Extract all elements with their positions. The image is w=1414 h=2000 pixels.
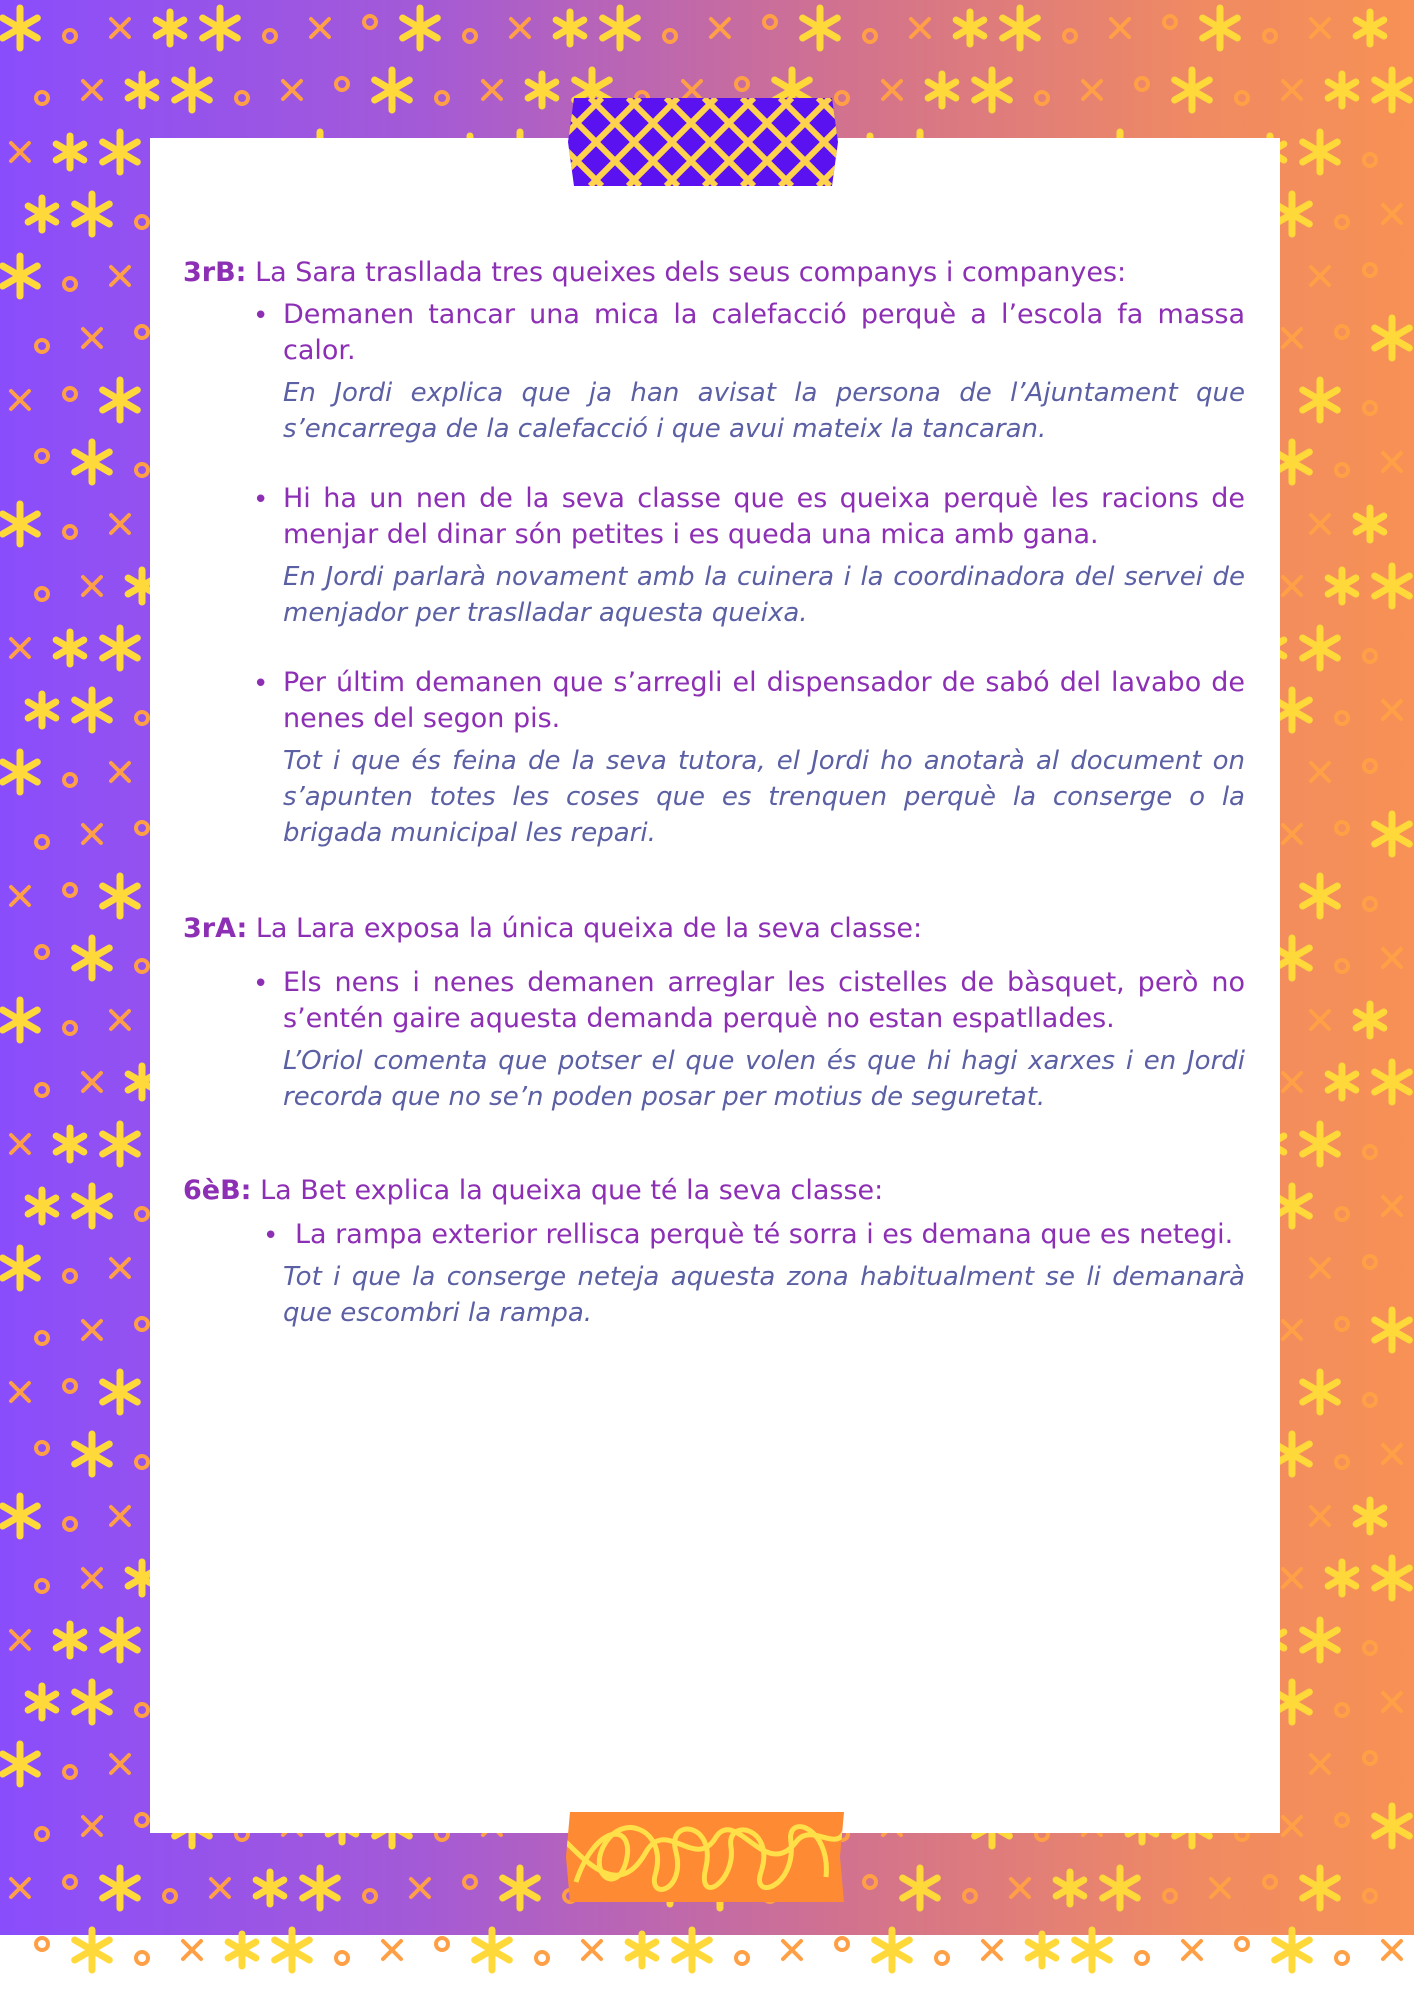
dot-icon bbox=[64, 1380, 76, 1392]
cross-icon bbox=[1283, 329, 1301, 347]
dot-icon bbox=[1236, 1938, 1248, 1950]
dot-icon bbox=[436, 92, 448, 104]
cross-icon bbox=[1011, 1879, 1029, 1897]
dot-icon bbox=[364, 16, 376, 28]
dot-icon bbox=[64, 526, 76, 538]
star-icon bbox=[228, 1934, 256, 1966]
star-icon bbox=[1328, 1562, 1356, 1594]
star-icon bbox=[928, 74, 956, 106]
dot-icon bbox=[1336, 822, 1348, 834]
cross-icon bbox=[1183, 1941, 1201, 1959]
dot-icon bbox=[36, 1828, 48, 1840]
response-text: En Jordi explica que ja han avisat la persona de l’Ajuntament que s’encarrega de la calefacció i que avui mateix la tancaran. bbox=[283, 378, 1245, 444]
cross-icon bbox=[1283, 1569, 1301, 1587]
star-icon bbox=[1375, 1310, 1410, 1350]
star-icon bbox=[403, 8, 438, 48]
cross-icon bbox=[511, 19, 529, 37]
star-icon bbox=[103, 876, 138, 916]
cross-icon bbox=[1383, 1197, 1401, 1215]
star-icon bbox=[1375, 70, 1410, 110]
star-icon bbox=[1275, 1930, 1310, 1970]
star-icon bbox=[1328, 1066, 1356, 1098]
dot-icon bbox=[1336, 464, 1348, 476]
cross-icon bbox=[783, 1941, 801, 1959]
star-icon bbox=[1356, 1500, 1384, 1532]
cross-icon bbox=[111, 267, 129, 285]
star-icon bbox=[1056, 1872, 1084, 1904]
star-icon bbox=[675, 1930, 710, 1970]
dot-icon bbox=[1364, 760, 1376, 772]
dot-icon bbox=[1364, 264, 1376, 276]
dot-icon bbox=[1336, 1704, 1348, 1716]
star-icon bbox=[1303, 628, 1338, 668]
star-icon bbox=[1075, 1930, 1110, 1970]
cross-icon bbox=[11, 1383, 29, 1401]
star-icon bbox=[1375, 814, 1410, 854]
class-tag: 3rB: bbox=[183, 257, 247, 288]
cross-icon bbox=[83, 825, 101, 843]
star-icon bbox=[503, 1868, 538, 1908]
cross-icon bbox=[711, 19, 729, 37]
dot-icon bbox=[36, 1442, 48, 1454]
star-icon bbox=[75, 938, 110, 978]
dot-icon bbox=[64, 1022, 76, 1034]
bullet-icon: • bbox=[253, 669, 269, 699]
star-icon bbox=[56, 136, 84, 168]
dot-icon bbox=[1264, 30, 1276, 42]
star-icon bbox=[1356, 1004, 1384, 1036]
star-icon bbox=[156, 12, 184, 44]
star-icon bbox=[3, 504, 38, 544]
dot-icon bbox=[1336, 960, 1348, 972]
star-icon bbox=[1003, 8, 1038, 48]
star-icon bbox=[275, 1930, 310, 1970]
cross-icon bbox=[411, 1879, 429, 1897]
dot-icon bbox=[664, 30, 676, 42]
dot-icon bbox=[64, 30, 76, 42]
star-icon bbox=[956, 12, 984, 44]
dot-icon bbox=[1236, 92, 1248, 104]
dot-icon bbox=[36, 450, 48, 462]
cross-icon bbox=[83, 1569, 101, 1587]
cross-icon bbox=[211, 1879, 229, 1897]
cross-icon bbox=[1383, 1693, 1401, 1711]
star-icon bbox=[3, 752, 38, 792]
dot-icon bbox=[1364, 898, 1376, 910]
cross-icon bbox=[1383, 453, 1401, 471]
list-item bbox=[263, 1217, 1245, 1331]
cross-icon bbox=[1311, 1259, 1329, 1277]
cross-icon bbox=[1311, 515, 1329, 533]
star-icon bbox=[128, 74, 156, 106]
star-icon bbox=[103, 1372, 138, 1412]
class-tag: 6èB: bbox=[183, 1175, 252, 1206]
star-icon bbox=[75, 690, 110, 730]
star-icon bbox=[103, 380, 138, 420]
star-icon bbox=[1375, 1558, 1410, 1598]
cross-icon bbox=[1083, 81, 1101, 99]
dot-icon bbox=[1364, 1146, 1376, 1158]
response-text: Tot i que la conserge neteja aquesta zona habitualment se li demanarà que escombri la rampa. bbox=[283, 1262, 1245, 1328]
star-icon bbox=[75, 1186, 110, 1226]
star-icon bbox=[1328, 74, 1356, 106]
cross-icon bbox=[283, 81, 301, 99]
cross-icon bbox=[1311, 19, 1329, 37]
cross-icon bbox=[1283, 81, 1301, 99]
dot-icon bbox=[264, 30, 276, 42]
cross-icon bbox=[1383, 1445, 1401, 1463]
dot-icon bbox=[1136, 1952, 1148, 1964]
star-icon bbox=[3, 1496, 38, 1536]
star-icon bbox=[3, 1744, 38, 1784]
star-icon bbox=[1103, 1868, 1138, 1908]
section-3rb bbox=[183, 255, 1245, 851]
cross-icon bbox=[11, 639, 29, 657]
dot-icon bbox=[1036, 92, 1048, 104]
star-icon bbox=[1028, 1934, 1056, 1966]
star-icon bbox=[256, 1872, 284, 1904]
cross-icon bbox=[383, 1941, 401, 1959]
cross-icon bbox=[11, 1135, 29, 1153]
section-intro: La Lara exposa la única queixa de la seva classe: bbox=[247, 913, 923, 944]
cross-icon bbox=[11, 887, 29, 905]
dot-icon bbox=[36, 340, 48, 352]
cross-icon bbox=[111, 763, 129, 781]
section-6eb bbox=[183, 1173, 1245, 1331]
dot-icon bbox=[464, 30, 476, 42]
dot-icon bbox=[864, 30, 876, 42]
cross-icon bbox=[1311, 1507, 1329, 1525]
dot-icon bbox=[1264, 1876, 1276, 1888]
dot-icon bbox=[64, 388, 76, 400]
star-icon bbox=[103, 1868, 138, 1908]
cross-icon bbox=[83, 1073, 101, 1091]
bullet-icon: • bbox=[253, 969, 269, 999]
dot-icon bbox=[1364, 1642, 1376, 1654]
cross-icon bbox=[11, 1879, 29, 1897]
star-icon bbox=[75, 442, 110, 482]
dot-icon bbox=[1336, 712, 1348, 724]
star-icon bbox=[103, 1620, 138, 1660]
dot-icon bbox=[336, 1952, 348, 1964]
section-intro: La Bet explica la queixa que té la seva classe: bbox=[251, 1175, 884, 1206]
dot-icon bbox=[64, 1270, 76, 1282]
bullet-icon: • bbox=[253, 301, 269, 331]
star-icon bbox=[1328, 570, 1356, 602]
dot-icon bbox=[64, 1518, 76, 1530]
section-heading bbox=[183, 911, 1245, 947]
star-icon bbox=[75, 1434, 110, 1474]
star-icon bbox=[1175, 70, 1210, 110]
list-item bbox=[253, 481, 1245, 631]
list-item bbox=[253, 665, 1245, 851]
dot-icon bbox=[964, 1890, 976, 1902]
cross-icon bbox=[111, 1507, 129, 1525]
dot-icon bbox=[36, 1084, 48, 1096]
washi-tape-top bbox=[566, 98, 840, 186]
complaints-list bbox=[183, 255, 1245, 1331]
dot-icon bbox=[1336, 216, 1348, 228]
star-icon bbox=[803, 8, 838, 48]
dot-icon bbox=[1336, 1456, 1348, 1468]
dot-icon bbox=[1336, 1814, 1348, 1826]
dot-icon bbox=[1364, 1890, 1376, 1902]
star-icon bbox=[56, 632, 84, 664]
star-icon bbox=[3, 8, 38, 48]
cross-icon bbox=[911, 19, 929, 37]
star-icon bbox=[28, 198, 56, 230]
star-icon bbox=[103, 1124, 138, 1164]
star-icon bbox=[1375, 566, 1410, 606]
star-icon bbox=[1303, 1868, 1338, 1908]
dot-icon bbox=[936, 1952, 948, 1964]
response-text: En Jordi parlarà novament amb la cuinera i la coordinadora del servei de menjador per traslladar aquesta queixa. bbox=[283, 562, 1245, 628]
star-icon bbox=[75, 1682, 110, 1722]
star-icon bbox=[303, 1868, 338, 1908]
complaint-text: Hi ha un nen de la seva classe que es queixa perquè les racions de menjar del dinar són petites i es queda una mica amb gana. bbox=[283, 483, 1245, 550]
cross-icon bbox=[1383, 205, 1401, 223]
cross-icon bbox=[111, 1011, 129, 1029]
cross-icon bbox=[111, 19, 129, 37]
cross-icon bbox=[11, 1631, 29, 1649]
cross-icon bbox=[11, 391, 29, 409]
cross-icon bbox=[1383, 1941, 1401, 1959]
star-icon bbox=[1303, 132, 1338, 172]
response-text: L’Oriol comenta que potser el que volen és que hi hagi xarxes i en Jordi recorda que no se’n poden posar per motius de seguretat. bbox=[283, 1046, 1245, 1112]
star-icon bbox=[1303, 1124, 1338, 1164]
dot-icon bbox=[136, 822, 148, 834]
dot-icon bbox=[64, 774, 76, 786]
dot-icon bbox=[1336, 326, 1348, 338]
list-item bbox=[253, 297, 1245, 447]
star-icon bbox=[56, 1624, 84, 1656]
dot-icon bbox=[36, 1938, 48, 1950]
star-icon bbox=[103, 132, 138, 172]
star-icon bbox=[603, 8, 638, 48]
dot-icon bbox=[1364, 402, 1376, 414]
dot-icon bbox=[64, 884, 76, 896]
dot-icon bbox=[1136, 78, 1148, 90]
dot-icon bbox=[1336, 1318, 1348, 1330]
cross-icon bbox=[1211, 1879, 1229, 1897]
dot-icon bbox=[136, 216, 148, 228]
cross-icon bbox=[111, 1755, 129, 1773]
dot-icon bbox=[36, 1580, 48, 1592]
dot-icon bbox=[136, 712, 148, 724]
star-icon bbox=[1375, 318, 1410, 358]
complaint-text: Per últim demanen que s’arregli el dispensador de sabó del lavabo de nenes del segon pis. bbox=[283, 667, 1245, 734]
star-icon bbox=[3, 1248, 38, 1288]
star-icon bbox=[56, 1128, 84, 1160]
cross-icon bbox=[1311, 763, 1329, 781]
dot-icon bbox=[136, 1952, 148, 1964]
cross-icon bbox=[183, 1941, 201, 1959]
dot-icon bbox=[864, 1876, 876, 1888]
dot-icon bbox=[64, 1876, 76, 1888]
section-heading bbox=[183, 1173, 1245, 1209]
dot-icon bbox=[36, 92, 48, 104]
dot-icon bbox=[1336, 1208, 1348, 1220]
star-icon bbox=[175, 70, 210, 110]
cross-icon bbox=[983, 1941, 1001, 1959]
dot-icon bbox=[36, 946, 48, 958]
dot-icon bbox=[1364, 1394, 1376, 1406]
dot-icon bbox=[1064, 30, 1076, 42]
cross-icon bbox=[583, 1941, 601, 1959]
star-icon bbox=[1356, 12, 1384, 44]
cross-icon bbox=[11, 143, 29, 161]
cross-icon bbox=[483, 81, 501, 99]
dot-icon bbox=[36, 1332, 48, 1344]
cross-icon bbox=[83, 329, 101, 347]
star-icon bbox=[203, 8, 238, 48]
star-icon bbox=[528, 74, 556, 106]
star-icon bbox=[28, 1686, 56, 1718]
cross-icon bbox=[311, 19, 329, 37]
cross-icon bbox=[83, 1817, 101, 1835]
cross-icon bbox=[83, 577, 101, 595]
cross-icon bbox=[111, 515, 129, 533]
dot-icon bbox=[764, 16, 776, 28]
cross-icon bbox=[1311, 1011, 1329, 1029]
star-icon bbox=[75, 194, 110, 234]
section-heading bbox=[183, 255, 1245, 291]
star-icon bbox=[975, 70, 1010, 110]
star-icon bbox=[1303, 1620, 1338, 1660]
star-icon bbox=[1303, 1372, 1338, 1412]
complaint-text: Demanen tancar una mica la calefacció perquè a l’escola fa massa calor. bbox=[283, 299, 1245, 366]
star-icon bbox=[1375, 1062, 1410, 1102]
star-icon bbox=[28, 1190, 56, 1222]
dot-icon bbox=[1364, 650, 1376, 662]
dot-icon bbox=[736, 1952, 748, 1964]
cross-icon bbox=[1283, 1817, 1301, 1835]
cross-icon bbox=[1283, 577, 1301, 595]
dot-icon bbox=[1336, 1952, 1348, 1964]
star-icon bbox=[1375, 1806, 1410, 1846]
dot-icon bbox=[136, 1208, 148, 1220]
dot-icon bbox=[136, 326, 148, 338]
cross-icon bbox=[1311, 267, 1329, 285]
star-icon bbox=[1356, 508, 1384, 540]
dot-icon bbox=[136, 1704, 148, 1716]
dot-icon bbox=[36, 588, 48, 600]
star-icon bbox=[3, 256, 38, 296]
section-3ra bbox=[183, 911, 1245, 1115]
cross-icon bbox=[1383, 701, 1401, 719]
star-icon bbox=[1303, 380, 1338, 420]
dot-icon bbox=[1164, 16, 1176, 28]
dot-icon bbox=[236, 92, 248, 104]
dot-icon bbox=[336, 78, 348, 90]
star-icon bbox=[556, 12, 584, 44]
cross-icon bbox=[1311, 1755, 1329, 1773]
complaint-text: La rampa exterior rellisca perquè té sorra i es demana que es netegi. bbox=[295, 1219, 1234, 1250]
star-icon bbox=[28, 694, 56, 726]
dot-icon bbox=[64, 278, 76, 290]
cross-icon bbox=[1283, 825, 1301, 843]
dot-icon bbox=[36, 836, 48, 848]
bullet-icon: • bbox=[263, 1221, 279, 1251]
dot-icon bbox=[136, 1456, 148, 1468]
star-icon bbox=[103, 628, 138, 668]
list-item bbox=[253, 965, 1245, 1115]
dot-icon bbox=[836, 1938, 848, 1950]
response-text: Tot i que és feina de la seva tutora, el Jordi ho anotarà al document on s’apunten totes les coses que es trenquen perquè la conserge o la brigada municipal les repari. bbox=[283, 746, 1245, 848]
cross-icon bbox=[1283, 1073, 1301, 1091]
dot-icon bbox=[364, 1890, 376, 1902]
washi-tape-bottom bbox=[566, 1812, 844, 1902]
dot-icon bbox=[1364, 1256, 1376, 1268]
dot-icon bbox=[136, 464, 148, 476]
dot-icon bbox=[136, 1814, 148, 1826]
star-icon bbox=[628, 1934, 656, 1966]
star-icon bbox=[475, 1930, 510, 1970]
star-icon bbox=[75, 1930, 110, 1970]
star-icon bbox=[875, 1930, 910, 1970]
cross-icon bbox=[1283, 1321, 1301, 1339]
dot-icon bbox=[1364, 1752, 1376, 1764]
cross-icon bbox=[111, 1259, 129, 1277]
dot-icon bbox=[1364, 154, 1376, 166]
cross-icon bbox=[683, 81, 701, 99]
cross-icon bbox=[1111, 19, 1129, 37]
complaint-text: Els nens i nenes demanen arreglar les cistelles de bàsquet, però no s’entén gaire aquesta demanda perquè no estan espatllades. bbox=[283, 967, 1245, 1034]
dot-icon bbox=[1164, 1890, 1176, 1902]
dot-icon bbox=[136, 1318, 148, 1330]
star-icon bbox=[1203, 8, 1238, 48]
dot-icon bbox=[164, 1890, 176, 1902]
star-icon bbox=[903, 1868, 938, 1908]
section-intro: La Sara trasllada tres queixes dels seus companys i companyes: bbox=[246, 257, 1127, 288]
cross-icon bbox=[1383, 949, 1401, 967]
dot-icon bbox=[136, 960, 148, 972]
star-icon bbox=[1303, 876, 1338, 916]
dot-icon bbox=[536, 1952, 548, 1964]
cross-icon bbox=[83, 1321, 101, 1339]
cross-icon bbox=[883, 81, 901, 99]
cross-icon bbox=[83, 81, 101, 99]
dot-icon bbox=[736, 78, 748, 90]
class-tag: 3rA: bbox=[183, 913, 248, 944]
bullet-icon: • bbox=[253, 485, 269, 515]
star-icon bbox=[375, 70, 410, 110]
star-icon bbox=[3, 1000, 38, 1040]
dot-icon bbox=[464, 1876, 476, 1888]
dot-icon bbox=[436, 1938, 448, 1950]
dot-icon bbox=[64, 1766, 76, 1778]
